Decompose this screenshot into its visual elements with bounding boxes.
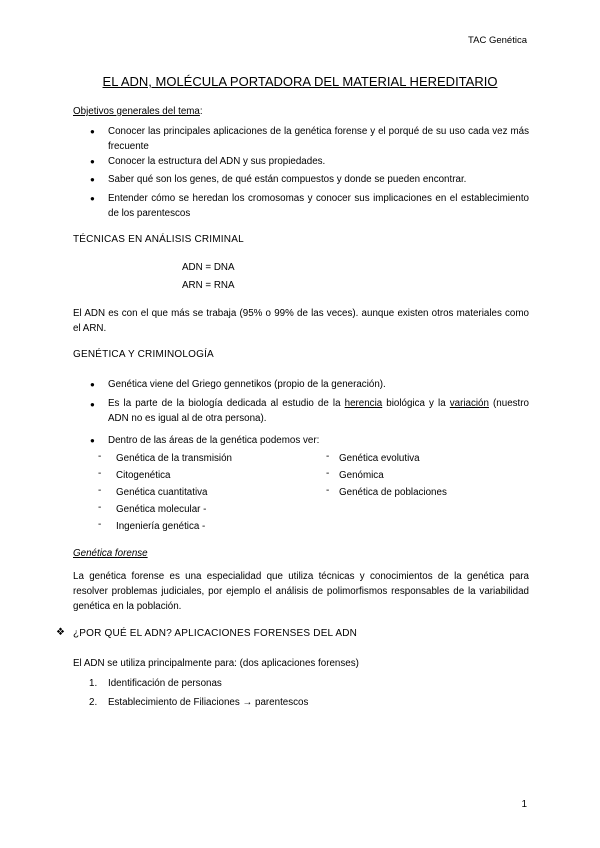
objetivo-item: Conocer la estructura del ADN y sus propiedades. [108,156,326,167]
genetica-bullet-2 [108,396,529,426]
genetica-bullet-3: Dentro de las áreas de la genética podemos ver: [108,435,320,446]
tecnicas-heading: TÉCNICAS EN ANÁLISIS CRIMINAL [73,234,244,245]
area-item: Genética cuantitativa [116,487,208,498]
bullet-icon: ● [90,157,95,166]
variacion-link[interactable]: variación [449,398,489,409]
dash-icon: - [98,451,102,462]
porque-heading: ¿POR QUÉ EL ADN? APLICACIONES FORENSES DEL ADN [73,628,358,639]
area-item: Ingeniería genética - [116,521,206,532]
header-title: TAC Genética [468,35,527,46]
bullet-icon: ● [90,380,95,389]
area-item: Genética de la transmisión [116,453,232,464]
bullet-icon: ● [90,400,95,409]
genetica-b2-pre: Es la parte de la biología dedicada al estudio de la [108,398,345,409]
herencia-link[interactable]: herencia [344,398,383,409]
area-item: Citogenética [116,470,171,481]
porque-intro: El ADN se utiliza principalmente para: (dos aplicaciones forenses) [73,658,359,669]
objetivos-heading [73,104,203,119]
area-item: Genética de poblaciones [339,487,447,498]
page-number: 1 [521,799,527,810]
page-title: EL ADN, MOLÉCULA PORTADORA DEL MATERIAL HEREDITARIO [102,74,498,89]
area-item: Genética evolutiva [339,453,420,464]
list-number: 2. [89,697,98,708]
list-item: Identificación de personas [108,678,222,689]
objetivo-item: Entender cómo se heredan los cromosomas y conocer sus implicaciones en el establecimiento de los parentescos [108,193,529,219]
genetica-bullet-1: Genética viene del Griego gennetikos (propio de la generación). [108,379,386,390]
objetivos-heading-text: Objetivos generales del tema [73,106,200,117]
objetivo-item: Saber qué son los genes, de qué están compuestos y donde se pueden encontrar. [108,174,467,185]
genetica-b2-mid: biológica y la [382,398,450,409]
dash-icon: - [326,468,330,479]
bullet-icon: ● [90,436,95,445]
dash-icon: - [98,502,102,513]
objetivos-colon: : [199,106,203,117]
bullet-icon: ● [90,175,95,184]
forense-heading: Genética forense [73,548,148,559]
tecnicas-paragraph: El ADN es con el que más se trabaja (95% o 99% de las veces). aunque existen otros materiales como el ARN. [73,308,529,334]
diamond-bullet-icon: ❖ [56,627,65,638]
objetivo-item: Conocer las principales aplicaciones de la genética forense y el porqué de su uso cada vez más frecuente [108,126,529,152]
equation-adn: ADN = DNA [182,262,235,273]
dash-icon: - [98,519,102,530]
area-item: Genética molecular - [116,504,207,515]
bullet-icon: ● [90,127,95,136]
list-number: 1. [89,678,98,689]
dash-icon: - [326,485,330,496]
dash-icon: - [326,451,330,462]
equation-arn: ARN = RNA [182,280,235,291]
list-item: Establecimiento de Filiaciones → parentescos [108,697,309,708]
genetica-b2-post: (nuestro ADN no es igual al de otra persona). [108,398,529,424]
bullet-icon: ● [90,194,95,203]
area-item: Genómica [339,470,384,481]
genetica-criminologia-heading: GENÉTICA Y CRIMINOLOGÍA [73,349,214,360]
forense-paragraph: La genética forense es una especialidad que utiliza técnicas y conocimientos de la genética para resolver problemas judiciales, por ejemplo el análisis de polimorfismos responsables de la variabilidad genética en la población. [73,571,529,612]
dash-icon: - [98,468,102,479]
dash-icon: - [98,485,102,496]
